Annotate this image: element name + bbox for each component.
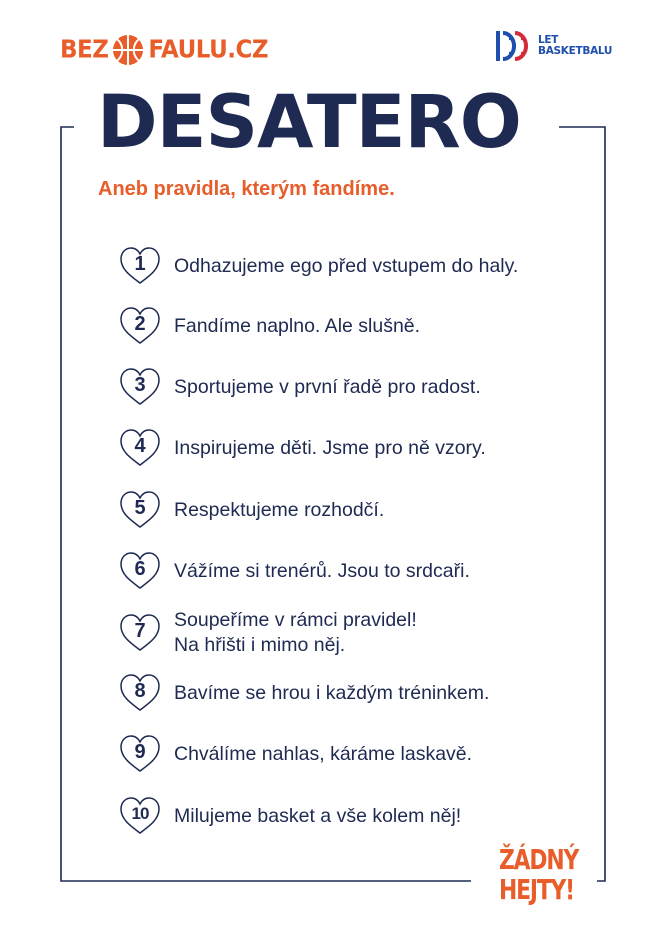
rule-number: 2 <box>134 313 146 335</box>
heart-icon <box>118 551 162 591</box>
rule-item-7 <box>118 608 417 658</box>
rule-item-9 <box>118 734 472 774</box>
rule-text: Vážíme si trenérů. Jsou to srdcaři. <box>174 559 470 582</box>
rule-number: 5 <box>134 497 146 519</box>
logo-text-faulu: FAULU.CZ <box>148 35 269 65</box>
rule-item-1 <box>118 246 518 286</box>
slogan <box>499 845 578 905</box>
rule-text: Inspirujeme děti. Jsme pro ně vzory. <box>174 436 486 459</box>
heart-icon <box>118 428 162 468</box>
rule-item-8 <box>118 673 489 713</box>
rule-text: Sportujeme v první řadě pro radost. <box>174 375 481 398</box>
page-subtitle: Aneb pravidla, kterým fandíme. <box>98 178 395 200</box>
rule-number: 7 <box>134 620 146 642</box>
heart-icon <box>118 613 162 653</box>
rule-item-10 <box>118 796 461 836</box>
let-basketbalu-logo <box>495 29 612 63</box>
logo-text-let-basketbalu: LET BASKETBALU <box>538 34 613 57</box>
rule-number: 4 <box>134 435 146 457</box>
rule-text-line1: Soupeříme v rámci pravidel! <box>174 609 417 631</box>
slogan-line2: HEJTY! <box>499 873 574 906</box>
rule-text: Respektujeme rozhodčí. <box>174 498 385 521</box>
rule-text: Odhazujeme ego před vstupem do haly. <box>174 254 519 277</box>
heart-icon <box>118 306 162 346</box>
rule-text: Milujeme basket a vše kolem něj! <box>174 804 462 827</box>
rule-text: Chválíme nahlas, káráme laskavě. <box>174 742 473 765</box>
rule-number: 6 <box>134 558 146 580</box>
rule-item-3 <box>118 367 481 407</box>
rule-number: 1 <box>134 253 146 275</box>
rule-text: Bavíme se hrou i každým tréninkem. <box>174 681 490 704</box>
heart-icon <box>118 673 162 713</box>
bezfaulu-logo <box>60 28 268 72</box>
slogan-line1: ŽÁDNÝ <box>499 843 579 876</box>
rule-item-4 <box>118 428 486 468</box>
rule-item-6 <box>118 551 470 591</box>
basketball-icon <box>106 28 150 72</box>
rule-text <box>174 608 417 658</box>
heart-icon <box>118 246 162 286</box>
logo-text-bez: BEZ <box>60 35 109 65</box>
heart-icon <box>118 734 162 774</box>
heart-icon <box>118 367 162 407</box>
heart-icon <box>118 796 162 836</box>
rule-number: 8 <box>134 680 146 702</box>
rule-number: 9 <box>134 741 146 763</box>
page-title: DESATERO <box>97 80 521 165</box>
rule-item-2 <box>118 306 420 346</box>
heart-icon <box>118 490 162 530</box>
rule-number: 10 <box>131 804 149 823</box>
rule-item-5 <box>118 490 384 530</box>
rule-text-line2: Na hřišti i mimo něj. <box>174 634 346 656</box>
hundred-years-logo-icon <box>495 29 535 63</box>
rule-number: 3 <box>134 374 146 396</box>
rule-text: Fandíme naplno. Ale slušně. <box>174 314 421 337</box>
